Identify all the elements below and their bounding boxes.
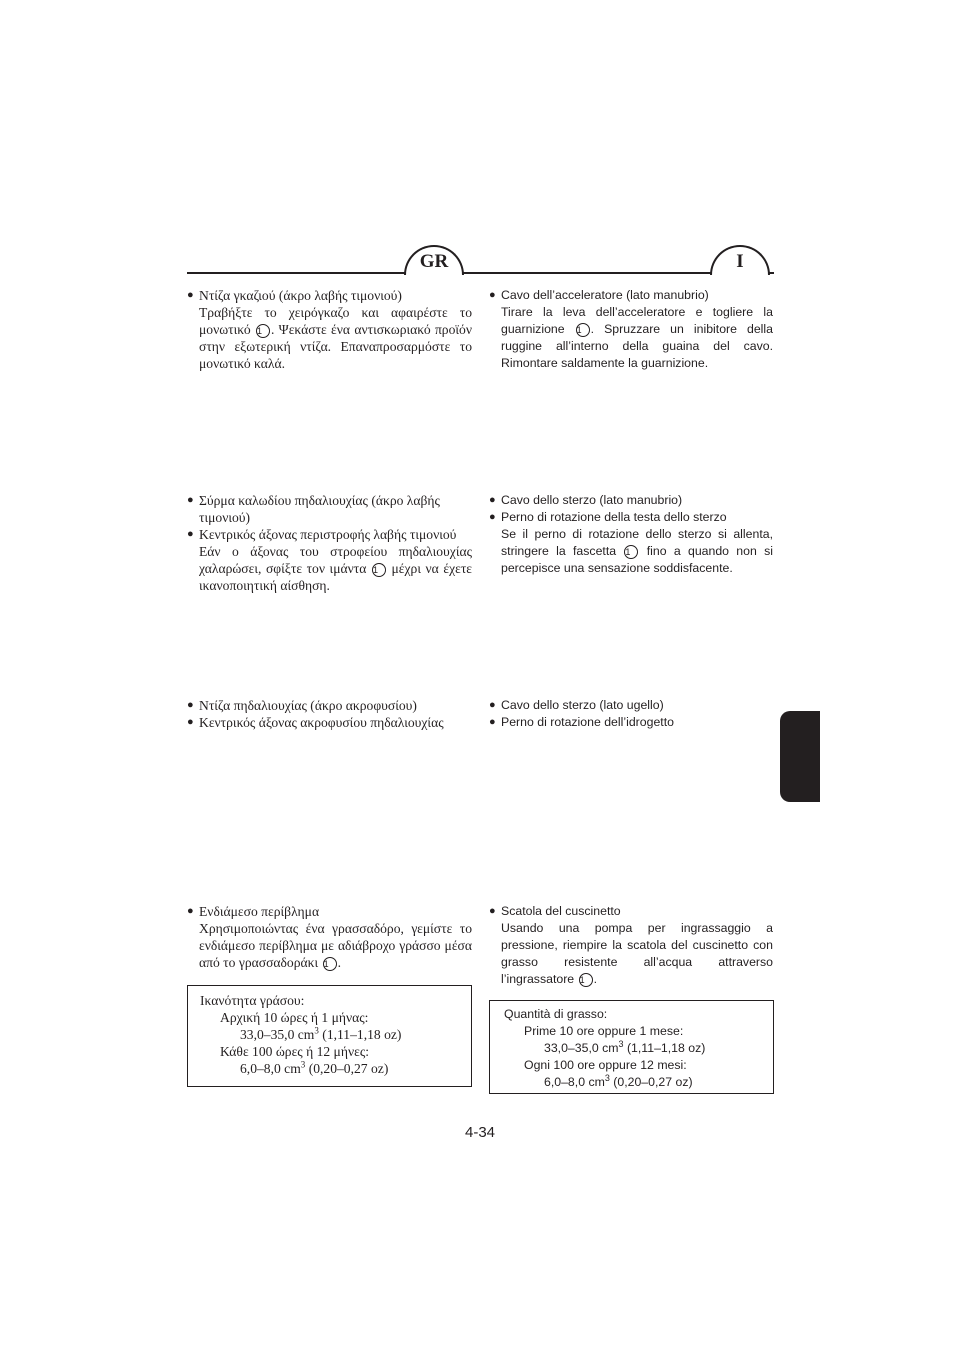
bullet-item (489, 509, 773, 526)
callout-number: 1 (323, 957, 337, 971)
bullet-item (187, 714, 472, 731)
bullet-item (489, 492, 773, 509)
bullet-icon: ● (489, 289, 496, 301)
callout-number: 1 (624, 545, 638, 559)
bullet-item (187, 697, 472, 714)
paragraph: Tirare la leva dell’acceleratore e togliere la guarnizione 1 . Spruzzare un inibitore della ruggine all’interno della guaina del cavo. Rimontare saldamente la guarnizione. (501, 305, 773, 370)
paragraph: Usando una pompa per ingrassaggio a pressione, riempire la scatola del cuscinetto con grasso resistente all’acqua attraverso l’ingrassatore 1 . (501, 921, 773, 986)
gr-section-3 (187, 697, 472, 731)
box-line: Αρχική 10 ώρες ή 1 μήνας: (220, 1010, 369, 1025)
bullet-icon: ● (489, 699, 496, 711)
bullet-text: Cavo dello sterzo (lato manubrio) (501, 493, 683, 507)
bullet-icon: ● (187, 528, 194, 540)
bullet-icon: ● (187, 905, 194, 917)
bullet-text: Κεντρικός άξονας ακροφυσίου πηδαλιουχίας (199, 715, 444, 730)
bullet-text: Perno di rotazione dell’idrogetto (501, 715, 674, 729)
bullet-text: Perno di rotazione della testa dello sterzo (501, 510, 727, 524)
it-section-1 (489, 287, 773, 372)
bullet-text: Cavo dell’acceleratore (lato manubrio) (501, 288, 709, 302)
bullet-icon: ● (489, 905, 496, 917)
paragraph: Τραβήξτε το χειρόγκαζο και αφαιρέστε το μονωτικό 1 . Ψεκάστε ένα αντισκωριακό προϊόν στην εξωτερική ντίζα. Επαναπροσαρμόστε το μονωτικό καλά. (199, 305, 472, 371)
gr-grease-capacity-box (187, 985, 472, 1087)
box-value: 33,0–35,0 $cm^3$ (1,11–1,18 oz) (544, 1038, 706, 1055)
bullet-item (489, 287, 773, 304)
gr-section-2 (187, 492, 472, 594)
bullet-icon: ● (187, 289, 194, 301)
bullet-item (489, 903, 773, 920)
callout-number: 1 (579, 973, 593, 987)
bullet-item (187, 492, 472, 526)
callout-number: 1 (372, 563, 386, 577)
bullet-text: Σύρμα καλωδίου πηδαλιουχίας (άκρο λαβής τιμονιού) (199, 493, 440, 525)
bullet-icon: ● (187, 494, 194, 506)
bullet-item (489, 697, 773, 714)
bullet-item (187, 903, 472, 920)
box-title: Quantità di grasso: (504, 1007, 608, 1021)
it-section-4 (489, 903, 773, 988)
box-line: Κάθε 100 ώρες ή 12 μήνες: (220, 1044, 369, 1059)
bullet-icon: ● (489, 494, 496, 506)
callout-number: 1 (576, 323, 590, 337)
callout-number: 1 (256, 324, 270, 338)
bullet-text: Ενδιάμεσο περίβλημα (199, 904, 320, 919)
it-grease-capacity-box (489, 1000, 774, 1094)
bullet-text: Κεντρικός άξονας περιστροφής λαβής τιμονιού (199, 527, 457, 542)
language-tab-i: I (710, 245, 770, 275)
paragraph: Εάν ο άξονας του στροφείου πηδαλιουχίας χαλαρώσει, σφίξτε τον ιμάντα 1 μέχρι να έχετε ικανοποιητική αίσθηση. (199, 544, 472, 593)
page-number: 4-34 (464, 1124, 496, 1141)
box-line: Prime 10 ore oppure 1 mese: (524, 1024, 684, 1038)
bullet-text: Ντίζα γκαζιού (άκρο λαβής τιμονιού) (199, 288, 402, 303)
bullet-text: Scatola del cuscinetto (501, 904, 621, 918)
bullet-icon: ● (489, 511, 496, 523)
box-value: 33,0–35,0 $cm^3$ (1,11–1,18 oz) (240, 1025, 402, 1042)
bullet-icon: ● (187, 699, 194, 711)
bullet-icon: ● (187, 716, 194, 728)
chapter-thumb-tab (780, 711, 820, 802)
gr-section-1 (187, 287, 472, 372)
bullet-text: Ντίζα πηδαλιουχίας (άκρο ακροφυσίου) (199, 698, 417, 713)
it-section-2 (489, 492, 773, 577)
it-section-3 (489, 697, 773, 731)
box-line: Ogni 100 ore oppure 12 mesi: (524, 1058, 687, 1072)
bullet-item (489, 714, 773, 731)
header-rule (187, 272, 774, 274)
bullet-item (187, 526, 472, 543)
paragraph: Χρησιμοποιώντας ένα γρασσαδόρο, γεμίστε το ενδιάμεσο περίβλημα με αδιάβροχο γράσσο μέσα από το γρασσαδοράκι 1 . (199, 921, 472, 970)
bullet-icon: ● (489, 716, 496, 728)
bullet-text: Cavo dello sterzo (lato ugello) (501, 698, 664, 712)
bullet-item (187, 287, 472, 304)
gr-section-4 (187, 903, 472, 971)
box-value: 6,0–8,0 $cm^3$ (0,20–0,27 oz) (240, 1059, 389, 1076)
paragraph: Se il perno di rotazione dello sterzo si allenta, stringere la fascetta 1 fino a quando non si percepisce una sensazione soddisfacente. (501, 527, 774, 575)
language-tab-gr: GR (404, 245, 464, 275)
box-title: Ικανότητα γράσου: (200, 993, 305, 1008)
box-value: 6,0–8,0 $cm^3$ (0,20–0,27 oz) (544, 1072, 693, 1089)
